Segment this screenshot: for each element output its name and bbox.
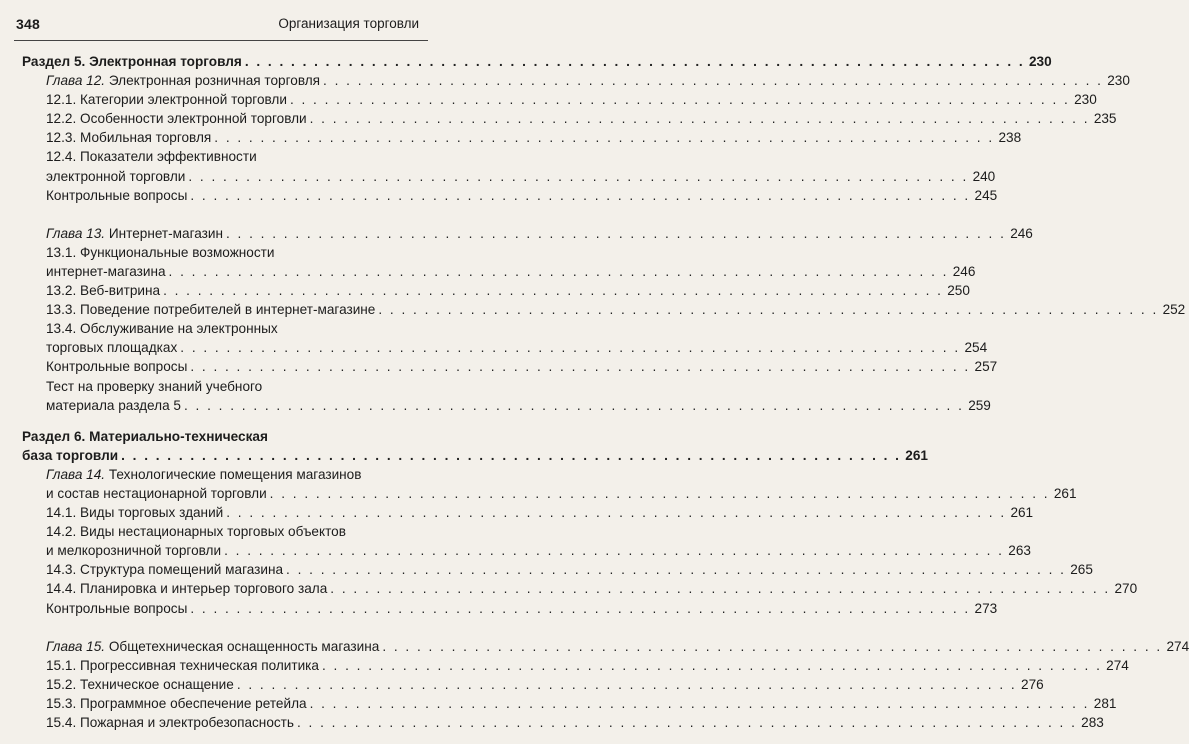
toc-page: 230: [1029, 54, 1052, 69]
leader-dots: [270, 484, 1050, 503]
toc-title: 14.1. Виды торговых зданий: [46, 505, 224, 521]
toc-title: Раздел 5. Электронная торговля: [22, 54, 242, 69]
page-number: 348: [16, 16, 40, 32]
toc-entry-14-2-line1: 14.2. Виды нестационарных торговых объектов: [46, 524, 346, 540]
toc-test-5: [22, 396, 991, 415]
leader-dots: [378, 300, 1158, 319]
toc-entry-15-3: [22, 694, 1117, 713]
leader-dots: [121, 446, 901, 465]
toc-title: Общетехническая оснащенность магазина: [108, 638, 380, 654]
chapter-label: Глава 13.: [46, 225, 106, 241]
toc-page: 252: [1162, 302, 1186, 318]
toc-control-questions-13: [22, 357, 998, 376]
toc-section-6-line1: Раздел 6. Материально-техническая: [22, 428, 268, 444]
toc-page: 273: [974, 600, 998, 616]
toc-section-6: [22, 446, 928, 465]
toc-page: 274: [1166, 638, 1189, 654]
toc-page: 254: [964, 340, 988, 356]
toc-entry-12-3: [22, 128, 1022, 147]
toc-entry-12-4-line1: 12.4. Показатели эффективности: [46, 149, 257, 165]
toc-page: 281: [1093, 695, 1117, 711]
leader-dots: [226, 503, 1006, 522]
leader-dots: [190, 357, 970, 376]
leader-dots: [224, 541, 1004, 560]
toc-page: 246: [952, 263, 976, 279]
toc-page: 276: [1021, 676, 1044, 692]
toc-entry-14-3: [22, 560, 1093, 579]
leader-dots: [330, 579, 1110, 598]
toc-entry-13-3: [22, 300, 1186, 319]
toc-entry-13-4: [22, 338, 988, 357]
toc-page: 274: [1106, 657, 1129, 673]
toc-page: 230: [1107, 73, 1130, 89]
table-of-contents: [22, 52, 1189, 732]
toc-entry-12-2: [22, 109, 1117, 128]
toc-title: 15.3. Программное обеспечение ретейла: [46, 695, 307, 711]
toc-page: 238: [998, 130, 1022, 146]
leader-dots: [184, 396, 964, 415]
header-rule: [14, 40, 428, 41]
toc-title: Контрольные вопросы: [46, 600, 188, 616]
toc-control-questions-14: [22, 599, 998, 618]
toc-entry-15-1: [22, 656, 1129, 675]
toc-title: Контрольные вопросы: [46, 359, 188, 375]
toc-title: база торговли: [22, 447, 119, 463]
leader-dots: [286, 560, 1066, 579]
page-header: [0, 0, 441, 44]
running-title: Организация торговли: [278, 16, 419, 31]
toc-page: 261: [905, 447, 928, 463]
toc-title: 13.2. Веб-витрина: [46, 283, 161, 299]
toc-title: Технологические помещения магазинов: [108, 466, 362, 482]
toc-chapter-12: [22, 71, 1130, 90]
toc-entry-12-4: [22, 167, 996, 186]
toc-title: Электронная розничная торговля: [108, 73, 321, 89]
toc-entry-13-1-line1: 13.1. Функциональные возможности: [46, 244, 275, 260]
chapter-label: Глава 14.: [46, 466, 106, 482]
leader-dots: [245, 52, 1025, 71]
leader-dots: [310, 109, 1090, 128]
toc-title: Интернет-магазин: [108, 225, 223, 241]
leader-dots: [190, 599, 970, 618]
toc-page: 259: [968, 397, 991, 413]
toc-page: 283: [1081, 715, 1104, 730]
toc-chapter-15: [22, 637, 1189, 656]
toc-title: 12.1. Категории электронной торговли: [46, 92, 287, 108]
leader-dots: [310, 694, 1090, 713]
chapter-label: Глава 15.: [46, 638, 106, 654]
toc-title: 15.1. Прогрессивная техническая политика: [46, 657, 319, 673]
toc-entry-12-1: [22, 90, 1097, 109]
toc-title: и состав нестационарной торговли: [46, 485, 267, 501]
toc-title: материала раздела 5: [46, 397, 181, 413]
toc-title: 15.4. Пожарная и электробезопасность: [46, 715, 294, 730]
toc-entry-15-4: [22, 713, 1104, 732]
toc-title: 15.2. Техническое оснащение: [46, 676, 234, 692]
leader-dots: [322, 656, 1102, 675]
toc-chapter-13: [22, 224, 1033, 243]
toc-page: 263: [1008, 543, 1031, 559]
spacer: [22, 205, 426, 224]
toc-title: торговых площадках: [46, 340, 178, 356]
spacer: [22, 618, 426, 637]
toc-entry-13-1: [22, 262, 976, 281]
leader-dots: [180, 338, 960, 357]
toc-test-5-line1: Тест на проверку знаний учебного: [46, 378, 263, 394]
toc-title: 12.2. Особенности электронной торговли: [46, 111, 307, 127]
toc-title: 14.3. Структура помещений магазина: [46, 562, 284, 578]
toc-title: Контрольные вопросы: [46, 187, 188, 203]
toc-page: 245: [974, 187, 998, 203]
toc-title: и мелкорозничной торговли: [46, 543, 222, 559]
toc-page: 261: [1053, 485, 1077, 501]
toc-control-questions-12: [22, 186, 998, 205]
toc-page: 240: [972, 168, 996, 184]
leader-dots: [382, 637, 1162, 656]
toc-entry-14-1: [22, 503, 1034, 522]
toc-title: электронной торговли: [46, 168, 186, 184]
leader-dots: [188, 167, 968, 186]
toc-section-5: [22, 52, 1052, 71]
toc-title: 14.4. Планировка и интерьер торгового зала: [46, 581, 328, 597]
toc-page: 261: [1010, 505, 1034, 521]
toc-title: интернет-магазина: [46, 263, 166, 279]
toc-page: 257: [974, 359, 998, 375]
leader-dots: [297, 713, 1077, 732]
toc-page: 246: [1010, 225, 1033, 241]
leader-dots: [214, 128, 994, 147]
toc-entry-15-2: [22, 675, 1044, 694]
toc-entry-13-4-line1: 13.4. Обслуживание на электронных: [46, 321, 278, 337]
toc-chapter-14: [22, 484, 1077, 503]
toc-entry-14-2: [22, 541, 1031, 560]
chapter-label: Глава 12.: [46, 73, 106, 89]
leader-dots: [169, 262, 949, 281]
toc-title: 12.3. Мобильная торговля: [46, 130, 212, 146]
toc-title: 13.3. Поведение потребителей в интернет-магазине: [46, 302, 376, 318]
leader-dots: [190, 186, 970, 205]
leader-dots: [323, 71, 1103, 90]
leader-dots: [237, 675, 1017, 694]
toc-page: 250: [947, 283, 970, 299]
spacer: [22, 415, 426, 427]
toc-entry-13-2: [22, 281, 970, 300]
toc-page: 235: [1093, 111, 1117, 127]
toc-page: 230: [1074, 92, 1097, 108]
toc-page: 270: [1114, 581, 1138, 597]
leader-dots: [226, 224, 1006, 243]
leader-dots: [290, 90, 1070, 109]
toc-page: 265: [1070, 562, 1093, 578]
leader-dots: [163, 281, 943, 300]
toc-entry-14-4: [22, 579, 1138, 598]
toc-chapter-14-line1: [22, 465, 426, 484]
